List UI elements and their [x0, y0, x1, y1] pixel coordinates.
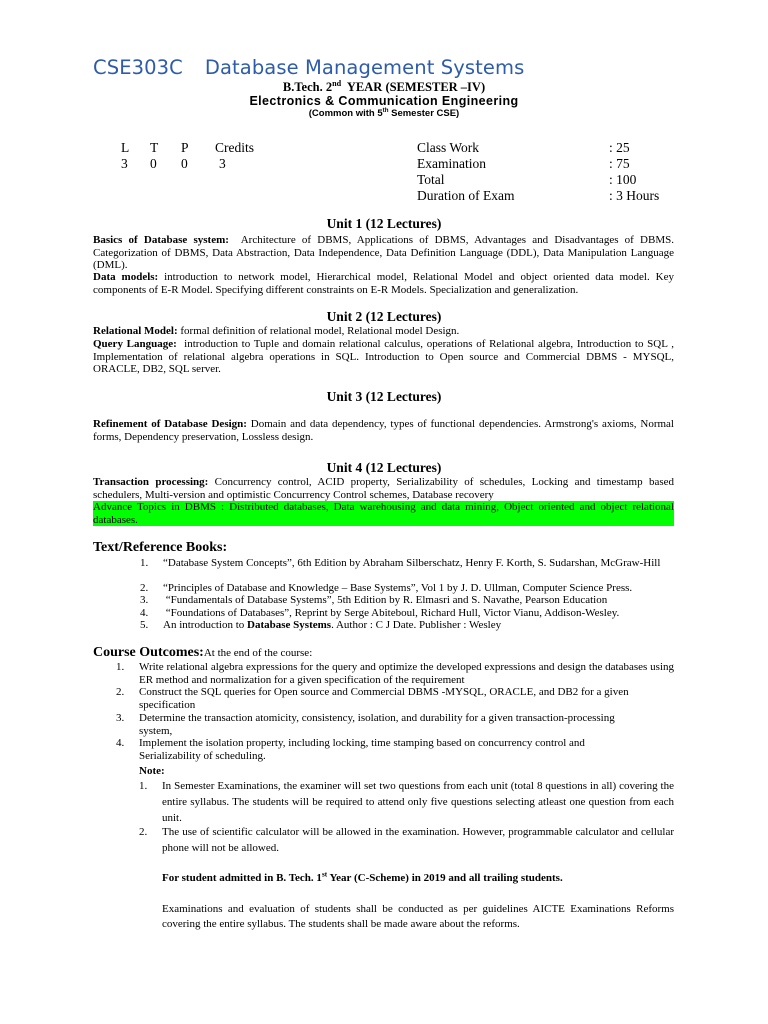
book-item: 3. “Fundamentals of Database Systems”, 5th Edition by R. Elmasri and S. Navathe, Pearson Education	[140, 594, 608, 606]
unit-4-advanced-topics-highlight: Advance Topics in DBMS : Distributed databases, Data warehousing and data mining, Object oriented and object relational databases.	[93, 501, 674, 526]
note-item: 2. The use of scientific calculator will be allowed in the examination. However, programmable calculator and cellular phone will not be allowed.	[139, 826, 674, 854]
marks-label: Examination	[417, 156, 486, 171]
book-item: 5. An introduction to Database Systems. Author : C J Date. Publisher : Wesley	[140, 619, 502, 631]
examination-reforms-note: Examinations and evaluation of students shall be conducted as per guidelines AICTE Examinations Reforms covering the entire syllabus. The students shall be made aware about the reforms.	[162, 903, 674, 930]
unit-3-topic-1: Refinement of Database Design: Domain and data dependency, types of functional dependencies. Armstrong's axioms, Normal forms, Dependency preservation, Lossless design.	[93, 418, 674, 443]
ltp-header-credits: Credits	[215, 140, 254, 155]
ltp-value-t: 0	[150, 156, 157, 171]
note-item: 1. In Semester Examinations, the examiner will set two questions from each unit (total 8 questions in all) covering the entire syllabus. The students will be required to attend only five questions selecting atleast one question from each unit.	[139, 780, 674, 824]
unit-1-topic-1: Basics of Database system: Architecture of DBMS, Applications of DBMS, Advantages and Disadvantages of DBMS. Categorization of DBMS, Data Abstraction, Data Independence, Data Definition Language (DDL), Data Manipulation Language (DML).	[93, 234, 677, 271]
book-item: 1. “Database System Concepts”, 6th Edition by Abraham Silberschatz, Henry F. Korth, S. Sudarshan, McGraw-Hill	[140, 557, 661, 569]
book-item: 4. “Foundations of Databases”, Reprint by Serge Abiteboul, Richard Hull, Victor Vianu, Addison-Wesley.	[140, 607, 620, 619]
book-item: 2. “Principles of Database and Knowledge – Base Systems”, Vol 1 by J. D. Ullman, Computer Science Press.	[140, 582, 633, 594]
course-name: Database Management Systems	[204, 56, 525, 79]
unit-3-heading: Unit 3 (12 Lectures)	[326, 389, 442, 404]
outcome-item: 1. Write relational algebra expressions for the query and optimize the developed expressions and design the databases using ER method and normalization for a given specification of the requirement	[116, 661, 674, 686]
unit-4-heading: Unit 4 (12 Lectures)	[326, 460, 442, 475]
ltp-value-l: 3	[121, 156, 128, 171]
admitted-students-note: For student admitted in B. Tech. 1st Year (C-Scheme) in 2019 and all trailing students.	[162, 870, 563, 884]
outcome-item: 4. Implement the isolation property, including locking, time stamping based on concurrency control and Serializability of scheduling.	[116, 737, 585, 762]
unit-2-heading: Unit 2 (12 Lectures)	[326, 309, 442, 324]
course-title	[93, 56, 524, 79]
outcome-item: 2. Construct the SQL queries for Open source and Commercial DBMS -MYSQL, ORACLE, and DB2 for a given specification	[116, 686, 629, 711]
marks-label: Total	[417, 172, 445, 187]
program-line: B.Tech. 2nd YEAR (SEMESTER –IV)	[282, 78, 486, 94]
course-code: CSE303C	[93, 56, 183, 79]
marks-value: : 3 Hours	[609, 188, 660, 203]
unit-1-topic-2: Data models: introduction to network model, Hierarchical model, Relational Model and object oriented data model. Key components of E-R Model. Specifying different constraints on E-R Models. Specialization and generalization.	[93, 271, 674, 296]
unit-2-topic-1: Relational Model: formal definition of relational model, Relational model Design.	[93, 325, 460, 337]
unit-4-topic-1: Transaction processing: Concurrency control, ACID property, Serializability of schedules, Locking and timestamp based schedulers, Multi-version and optimistic Concurrency Control schemes, Database recovery	[93, 476, 674, 501]
unit-2-topic-2: Query Language: introduction to Tuple and domain relational calculus, operations of Relational algebra, Introduction to SQL , Implementation of relational algebra operations in SQL. Introduction to Open source and Commercial DBMS - MYSQL, ORACLE, DB2, SQL server.	[93, 338, 677, 375]
ltp-value-credits: 3	[219, 156, 226, 171]
ltp-header-p: P	[181, 140, 189, 155]
ltp-value-p: 0	[181, 156, 188, 171]
common-with-line: (Common with 5th Semester CSE)	[308, 106, 460, 119]
marks-value: : 25	[609, 140, 630, 155]
marks-value: : 100	[609, 172, 637, 187]
unit-1-heading: Unit 1 (12 Lectures)	[326, 216, 442, 231]
ltp-header-t: T	[150, 140, 159, 155]
books-heading: Text/Reference Books:	[93, 540, 228, 555]
marks-value: : 75	[609, 156, 630, 171]
outcome-item: 3. Determine the transaction atomicity, consistency, isolation, and durability for a given transaction-processing system,	[116, 712, 615, 737]
note-heading: Note:	[139, 765, 165, 777]
branch-line: Electronics & Communication Engineering	[249, 94, 519, 108]
outcomes-heading: Course Outcomes:At the end of the course:	[93, 645, 313, 660]
marks-label: Duration of Exam	[417, 188, 515, 203]
marks-label: Class Work	[417, 140, 480, 155]
ltp-header-l: L	[121, 140, 130, 155]
